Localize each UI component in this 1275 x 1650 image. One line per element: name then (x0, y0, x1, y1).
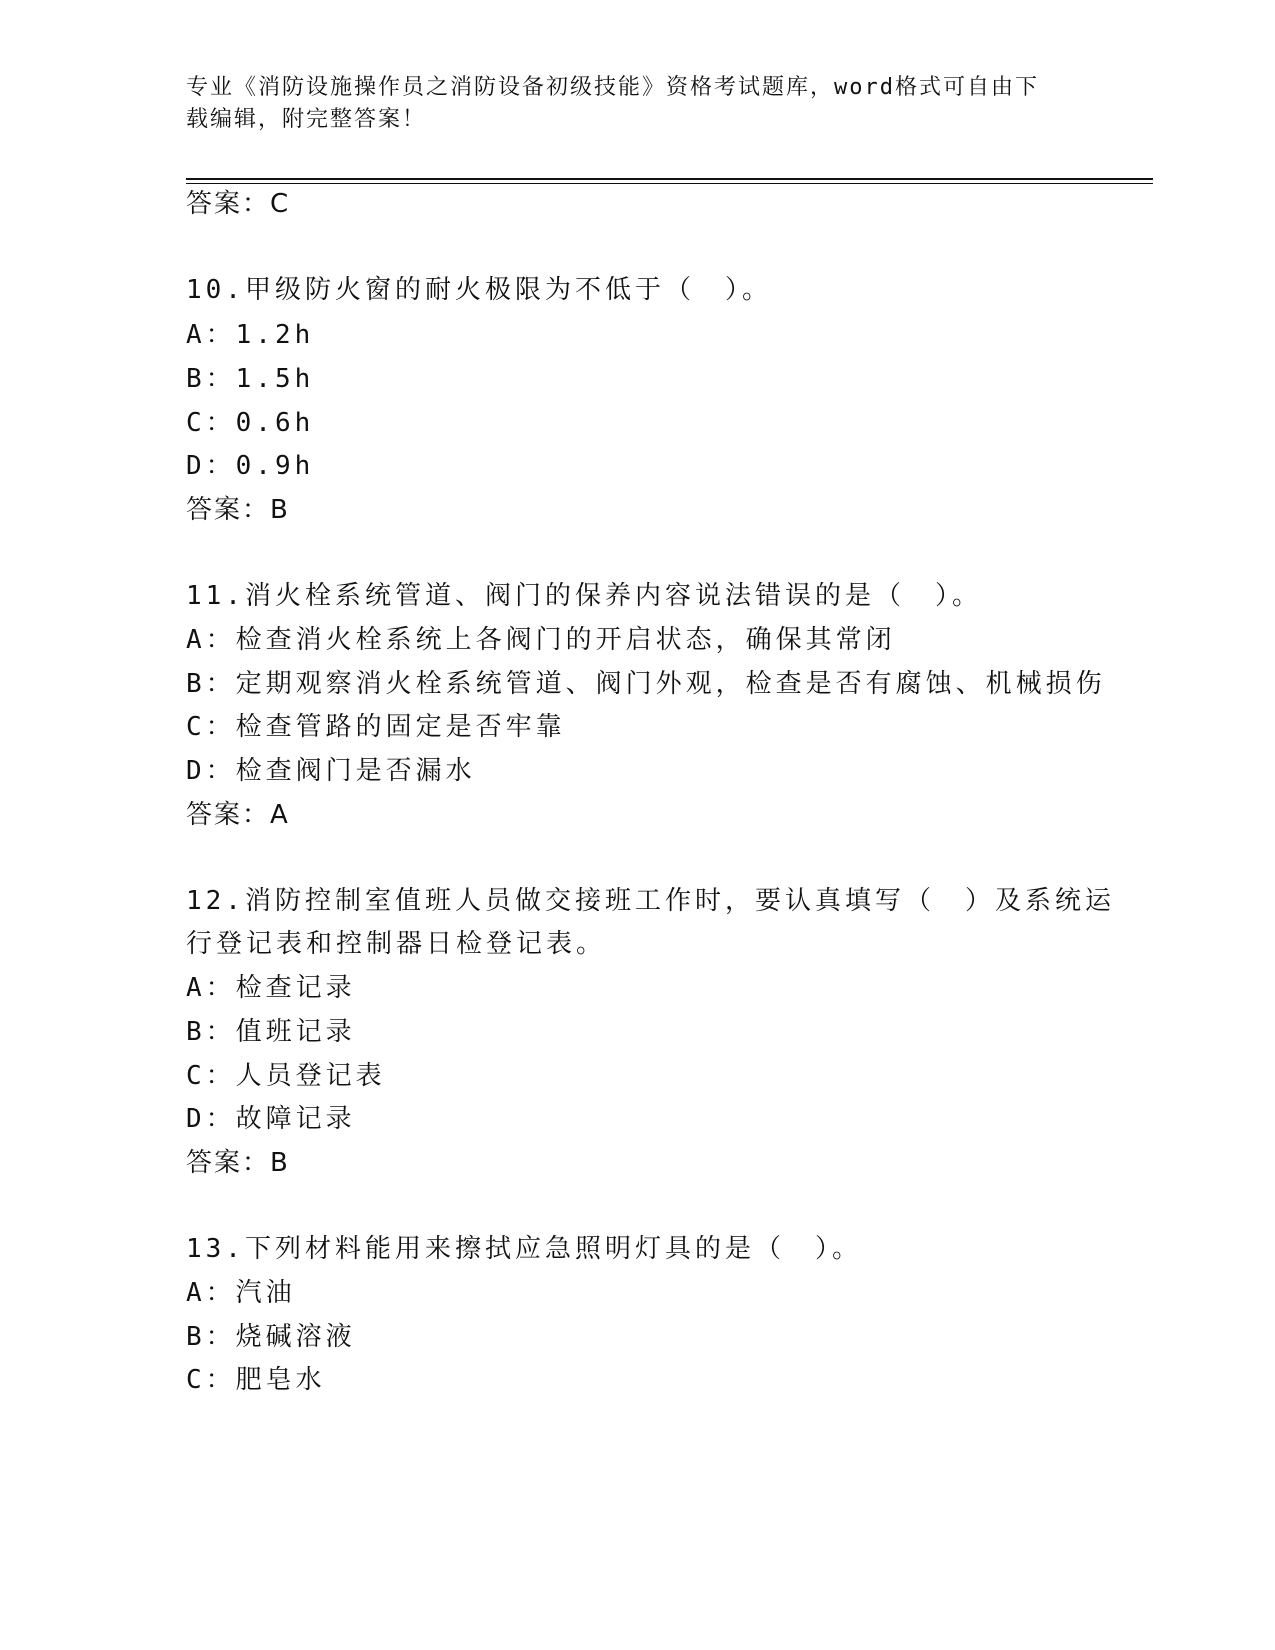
question-13-option-a: A：汽油 (186, 1278, 296, 1308)
question-10-option-d: D：0.9h (186, 451, 315, 481)
question-11-stem: 11.消火栓系统管道、阀门的保养内容说法错误的是（ ）。 (186, 581, 982, 611)
document-header (186, 72, 1066, 136)
question-13-option-b: B：烧碱溶液 (186, 1322, 356, 1352)
question-11-answer: 答案：A (186, 800, 290, 830)
question-11-option-b: B：定期观察消火栓系统管道、阀门外观，检查是否有腐蚀、机械损伤 (186, 669, 1106, 699)
question-10-answer: 答案：B (186, 495, 290, 525)
header-line-1: 专业《消防设施操作员之消防设备初级技能》资格考试题库，word格式可自由下 (186, 75, 1039, 100)
question-12-answer: 答案：B (186, 1148, 290, 1178)
question-12-option-a: A：检查记录 (186, 973, 356, 1003)
question-12-option-b: B：值班记录 (186, 1017, 356, 1047)
question-10-stem: 10.甲级防火窗的耐火极限为不低于（ ）。 (186, 275, 772, 305)
question-13-stem: 13.下列材料能用来擦拭应急照明灯具的是（ ）。 (186, 1234, 862, 1264)
question-13-option-c: C：肥皂水 (186, 1365, 326, 1395)
question-12-stem-line-1: 12.消防控制室值班人员做交接班工作时，要认真填写（ ）及系统运 (186, 886, 1115, 916)
previous-answer: 答案：C (186, 189, 291, 219)
header-divider-thin (186, 183, 1153, 184)
question-10-option-b: B：1.5h (186, 364, 315, 394)
header-divider-thick (186, 178, 1153, 180)
question-11-option-d: D：检查阀门是否漏水 (186, 756, 476, 786)
header-line-2: 载编辑，附完整答案！ (186, 107, 427, 132)
question-12-option-c: C：人员登记表 (186, 1061, 386, 1091)
question-11-option-c: C：检查管路的固定是否牢靠 (186, 712, 566, 742)
question-12-option-d: D：故障记录 (186, 1104, 356, 1134)
question-11-option-a: A：检查消火栓系统上各阀门的开启状态，确保其常闭 (186, 625, 896, 655)
question-10-option-c: C：0.6h (186, 408, 315, 438)
question-10-option-a: A：1.2h (186, 320, 315, 350)
question-12-stem-line-2: 行登记表和控制器日检登记表。 (186, 929, 607, 959)
